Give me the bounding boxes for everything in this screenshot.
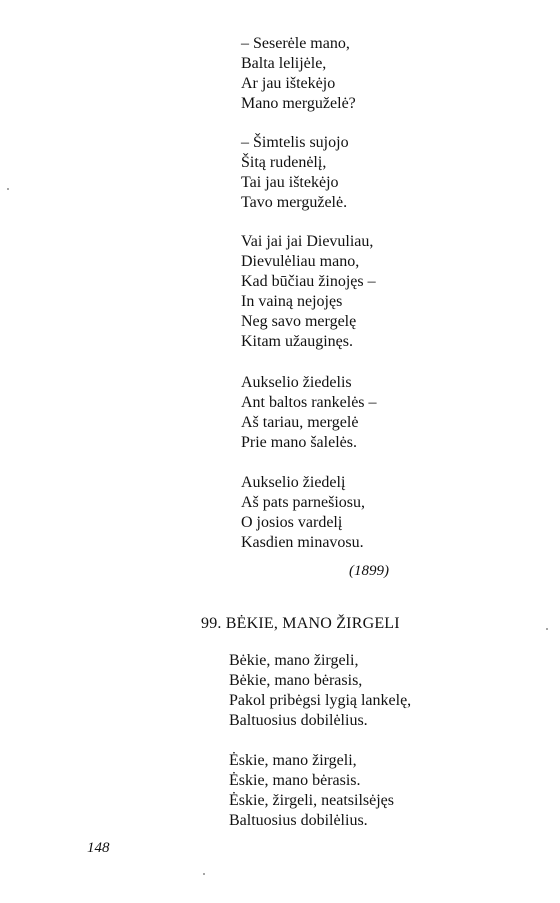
poem-line: Mano merguželė? xyxy=(241,95,356,112)
poem-line: – Seserėle mano, xyxy=(241,35,350,52)
poem-stanza xyxy=(241,133,349,213)
poem-line: Kasdien minavosu. xyxy=(241,534,364,551)
poem-title: 99. BĖKIE, MANO ŽIRGELI xyxy=(201,615,400,632)
poem-line: Dievulėliau mano, xyxy=(241,253,360,270)
poem-line: – Šimtelis sujojo xyxy=(241,134,349,151)
poem-line: Aukselio žiedelis xyxy=(241,374,352,391)
poem-line: Aš tariau, mergelė xyxy=(241,414,359,431)
poem-line: Šitą rudenėlį, xyxy=(241,154,327,171)
poem-line: Ėskie, mano žirgeli, xyxy=(229,752,357,769)
poem-line: Bėkie, mano žirgeli, xyxy=(229,652,359,669)
poem-line: Ar jau ištekėjo xyxy=(241,75,336,92)
page-number: 148 xyxy=(87,840,110,856)
poem-line: Prie mano šalelės. xyxy=(241,434,357,451)
poem-line: Aš pats parnešiosu, xyxy=(241,494,365,511)
poem-line: Tavo merguželė. xyxy=(241,194,348,211)
poem-line: Kitam užauginęs. xyxy=(241,333,353,350)
poem-line: Baltuosius dobilėlius. xyxy=(229,812,368,829)
poem-line: Balta lelijėle, xyxy=(241,55,327,72)
poem-stanza xyxy=(241,34,356,114)
poem-date: (1899) xyxy=(349,563,389,579)
poem-line: In vainą nejojęs xyxy=(241,293,343,310)
poem-line: Ėskie, mano bėrasis. xyxy=(229,772,361,789)
poem-stanza xyxy=(229,751,394,831)
poem-line: Neg savo mergelę xyxy=(241,313,357,330)
poem-stanza xyxy=(241,473,365,553)
poem-line: Baltuosius dobilėlius. xyxy=(229,712,368,729)
poem-line: Kad būčiau žinojęs – xyxy=(241,273,376,290)
poem-stanza xyxy=(229,651,411,731)
poem-line: Ant baltos rankelės – xyxy=(241,394,377,411)
poem-line: Bėkie, mano bėrasis, xyxy=(229,672,363,689)
poem-stanza xyxy=(241,373,377,453)
poem-stanza xyxy=(241,232,376,352)
scan-speck xyxy=(7,188,9,190)
poem-line: Vai jai jai Dievuliau, xyxy=(241,233,374,250)
poem-line: Tai jau ištekėjo xyxy=(241,174,339,191)
poem-line: Ėskie, žirgeli, neatsilsėjęs xyxy=(229,792,394,809)
poem-line: O josios vardelį xyxy=(241,514,343,531)
poem-line: Pakol pribėgsi lygią lankelę, xyxy=(229,692,412,709)
scan-speck xyxy=(203,873,205,875)
poem-line: Aukselio žiedelį xyxy=(241,474,346,491)
scan-speck xyxy=(546,628,548,630)
